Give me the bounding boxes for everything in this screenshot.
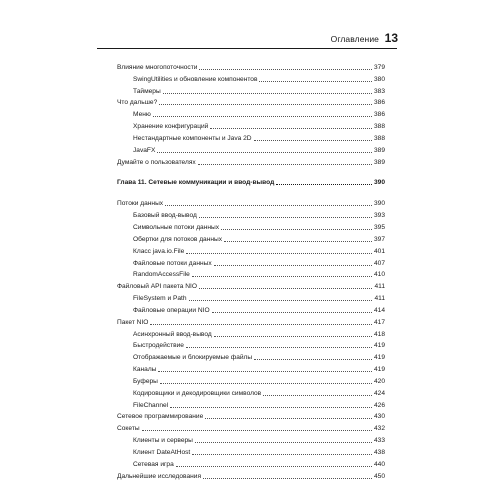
toc-entry-page: 386	[373, 111, 385, 119]
table-of-contents	[117, 60, 385, 481]
toc-entry	[117, 72, 385, 84]
toc-entry-page: 397	[373, 235, 385, 243]
toc-entry-page: 418	[373, 330, 385, 338]
toc-entry-title: Клиент DateAtHost	[133, 449, 191, 456]
toc-entry-title: Хранение конфигураций	[133, 123, 209, 131]
toc-entry-title: Сетевая игра	[133, 460, 174, 468]
toc-entry-page: 432	[373, 425, 385, 433]
dot-leader	[214, 265, 372, 266]
toc-entry-page: 450	[373, 472, 385, 480]
toc-entry-page: 401	[373, 247, 385, 255]
dot-leader	[198, 164, 372, 165]
toc-entry-page: 395	[373, 223, 385, 231]
toc-entry-page: 419	[373, 342, 385, 350]
toc-entry-title: JavaFX	[133, 146, 156, 154]
toc-entry-title: Сокеты	[117, 425, 140, 433]
dot-leader	[186, 253, 372, 254]
dot-leader	[199, 69, 372, 70]
toc-entry-title: Потоки данных	[117, 200, 164, 208]
toc-entry-title: Дальнейшие исследования	[117, 472, 202, 480]
running-header	[0, 28, 500, 48]
toc-entry-page: 414	[373, 306, 385, 314]
toc-entry	[117, 60, 385, 72]
toc-entry	[117, 410, 385, 422]
toc-entry-title: Быстродействие	[133, 342, 184, 350]
header-title: Оглавление	[330, 34, 379, 44]
toc-entry-title: RandomAccessFile	[133, 271, 190, 279]
toc-chapter-entry	[117, 176, 385, 188]
toc-entry	[117, 244, 385, 256]
toc-entry-title: Базовый ввод-вывод	[133, 212, 197, 220]
toc-entry	[117, 362, 385, 374]
toc-entry-title: Отображаемые и блокируемые файлы	[133, 354, 253, 362]
toc-entry-title: Таймеры	[133, 87, 161, 95]
dot-leader	[276, 184, 372, 185]
toc-entry-title: Буферы	[133, 377, 158, 385]
toc-entry	[117, 386, 385, 398]
dot-leader	[158, 371, 372, 372]
toc-entry	[117, 433, 385, 445]
toc-entry-title: Влияние многопоточности	[117, 63, 198, 71]
toc-entry-page: 383	[373, 87, 385, 95]
toc-entry	[117, 350, 385, 362]
page-number: 13	[384, 31, 398, 45]
toc-entry-page: 440	[373, 460, 385, 468]
toc-entry-page: 438	[373, 449, 385, 456]
toc-entry	[117, 107, 385, 119]
toc-entry	[117, 119, 385, 131]
toc-entry	[117, 421, 385, 433]
toc-entry-title: Каналы	[133, 366, 157, 374]
toc-entry	[117, 291, 385, 303]
dot-leader	[192, 454, 372, 455]
dot-leader	[142, 430, 372, 431]
dot-leader	[224, 241, 372, 242]
toc-entry	[117, 84, 385, 96]
dot-leader	[214, 336, 372, 337]
dot-leader	[157, 152, 372, 153]
dot-leader	[195, 442, 372, 443]
toc-entry	[117, 457, 385, 469]
toc-entry-title: Сетевое программирование	[117, 413, 204, 421]
dot-leader	[254, 140, 372, 141]
toc-entry-page: 393	[373, 212, 385, 220]
dot-leader	[150, 324, 372, 325]
toc-entry-title: FileSystem и Path	[133, 295, 187, 303]
toc-entry-page: 388	[373, 134, 385, 142]
toc-entry	[117, 303, 385, 315]
dot-leader	[165, 205, 372, 206]
toc-entry	[117, 232, 385, 244]
toc-entry-page: 379	[373, 63, 385, 71]
toc-entry-title: Обертки для потоков данных	[133, 235, 223, 243]
toc-entry	[117, 398, 385, 410]
dot-leader	[163, 93, 372, 94]
toc-entry	[117, 268, 385, 280]
toc-entry-title: Символьные потоки данных	[133, 223, 220, 231]
dot-leader	[221, 229, 372, 230]
toc-entry-page: 389	[373, 146, 385, 154]
dot-leader	[212, 312, 372, 313]
toc-entry-page: 411	[374, 283, 385, 291]
toc-entry-page: 411	[374, 295, 385, 303]
toc-entry-page: 390	[373, 179, 385, 187]
toc-entry-title: Файловые потоки данных	[133, 259, 212, 267]
toc-entry-title: Клиенты и серверы	[133, 437, 193, 445]
toc-entry	[117, 339, 385, 351]
toc-entry-page: 380	[373, 75, 385, 83]
toc-entry-title: Файловые операции NIO	[133, 306, 210, 314]
toc-entry	[117, 256, 385, 268]
dot-leader	[153, 116, 372, 117]
toc-entry-page: 420	[373, 377, 385, 385]
toc-entry-page: 410	[373, 271, 385, 279]
toc-entry-page: 419	[373, 366, 385, 374]
toc-entry	[117, 374, 385, 386]
dot-leader	[254, 359, 372, 360]
dot-leader	[176, 466, 372, 467]
toc-entry-page: 426	[373, 401, 385, 409]
header-divider	[97, 48, 397, 49]
dot-leader	[160, 383, 372, 384]
toc-entry-page: 430	[373, 413, 385, 421]
toc-entry-page: 419	[373, 354, 385, 362]
toc-entry	[117, 315, 385, 327]
dot-leader	[192, 276, 372, 277]
toc-entry-title: Кодировщики и декодировщики символов	[133, 389, 262, 397]
toc-entry-page: 386	[373, 99, 385, 107]
toc-entry-page: 407	[373, 259, 385, 267]
toc-entry-page: 388	[373, 123, 385, 131]
dot-leader	[263, 395, 372, 396]
toc-entry-title: Пакет NIO	[117, 318, 149, 326]
dot-leader	[189, 300, 373, 301]
toc-entry	[117, 220, 385, 232]
toc-entry-page: 433	[373, 437, 385, 445]
dot-leader	[205, 418, 372, 419]
toc-entry	[117, 208, 385, 220]
dot-leader	[203, 478, 372, 479]
toc-entry-title: Нестандартные компоненты и Java 2D	[133, 134, 252, 142]
dot-leader	[259, 81, 372, 82]
toc-entry-title: Что дальше?	[117, 99, 158, 107]
toc-entry-title: SwingUtilities и обновление компонентов	[133, 75, 258, 83]
dot-leader	[186, 347, 372, 348]
dot-leader	[199, 288, 373, 289]
toc-entry	[117, 143, 385, 155]
toc-entry-page: 389	[373, 158, 385, 166]
dot-leader	[170, 407, 372, 408]
toc-entry	[117, 196, 385, 208]
toc-entry-title: Думайте о пользователях	[117, 158, 196, 166]
toc-entry	[117, 279, 385, 291]
toc-entry	[117, 131, 385, 143]
toc-entry-page: 424	[373, 389, 385, 397]
toc-entry-title: Глава 11. Сетевые коммуникации и ввод-вывод	[117, 179, 275, 187]
toc-entry-page: 390	[373, 200, 385, 208]
toc-entry-title: Файловый API пакета NIO	[117, 283, 197, 291]
toc-entry	[117, 327, 385, 339]
toc-entry	[117, 445, 385, 457]
dot-leader	[159, 104, 372, 105]
toc-entry-page: 417	[373, 318, 385, 326]
toc-entry-title: Класс java.io.File	[133, 247, 185, 255]
toc-entry	[117, 469, 385, 481]
toc-entry-title: FileChannel	[133, 401, 169, 409]
toc-entry-title: Меню	[133, 111, 151, 119]
toc-entry-title: Асинхронный ввод-вывод	[133, 330, 212, 338]
toc-entry	[117, 96, 385, 108]
dot-leader	[199, 217, 372, 218]
toc-entry	[117, 155, 385, 167]
dot-leader	[210, 128, 372, 129]
